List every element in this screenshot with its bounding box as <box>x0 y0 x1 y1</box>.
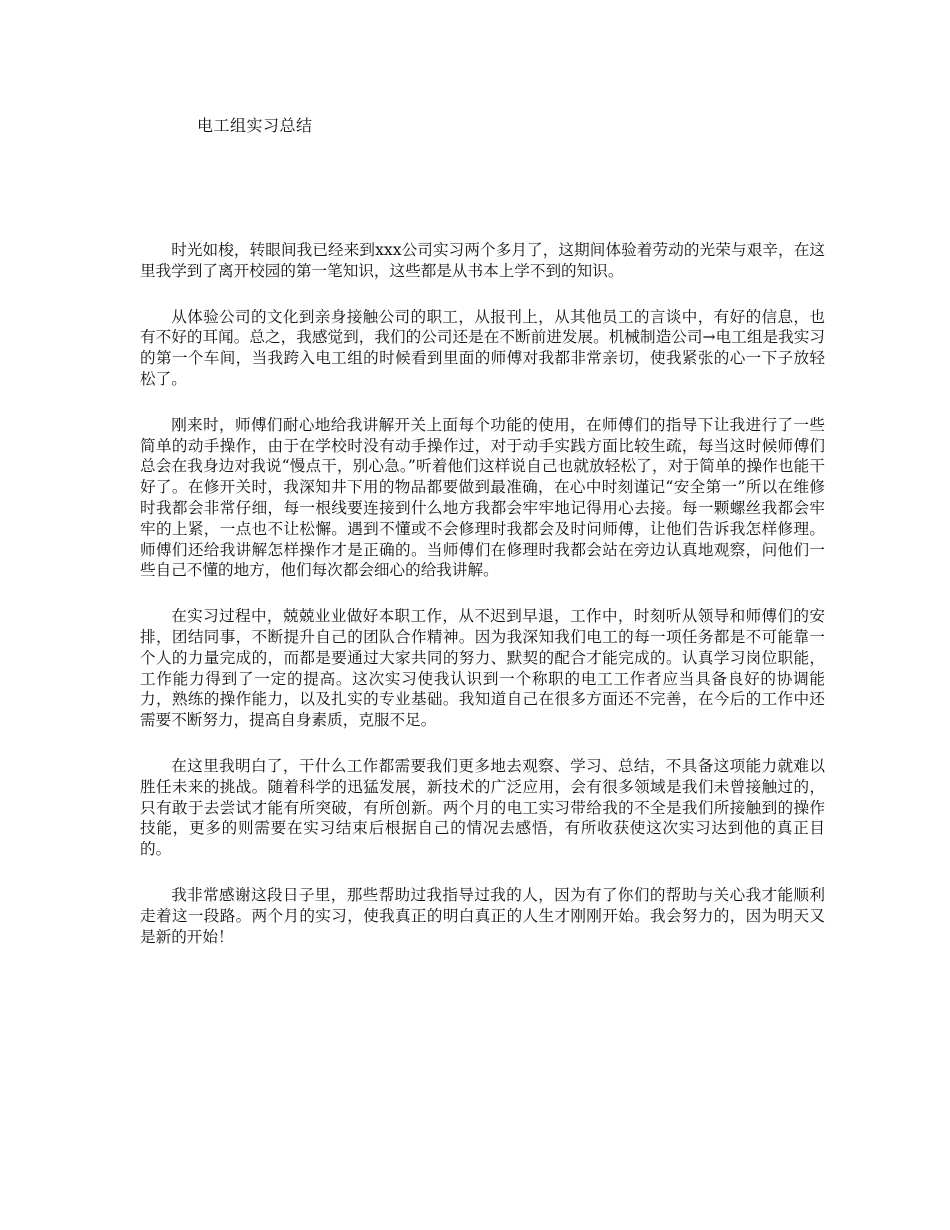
document-title: 电工组实习总结 <box>197 116 313 135</box>
document-body <box>140 240 825 972</box>
paragraph-4: 在实习过程中，兢兢业业做好本职工作，从不迟到早退，工作中，时刻听从领导和师傅们的安排，团结同事，不断提升自己的团队合作精神。因为我深知我们电工的每一项任务都是不可能靠一个人的力量完成的，而都是要通过大家共同的努力、默契的配合才能完成的。认真学习岗位职能，工作能力得到了一定的提高。这次实习使我认识到一个称职的电工工作者应当具备良好的协调能力，熟练的操作能力，以及扎实的专业基础。我知道自己在很多方面还不完善，在今后的工作中还需要不断努力，提高自身素质，克服不足。 <box>140 607 825 730</box>
paragraph-2: 从体验公司的文化到亲身接触公司的职工，从报刊上，从其他员工的言谈中，有好的信息，也有不好的耳闻。总之，我感觉到，我们的公司还是在不断前进发展。机械制造公司→电工组是我实习的第一个车间，当我跨入电工组的时候看到里面的师傅对我都非常亲切，使我紧张的心一下子放轻松了。 <box>140 307 825 388</box>
paragraph-3: 刚来时，师傅们耐心地给我讲解开关上面每个功能的使用，在师傅们的指导下让我进行了一些简单的动手操作，由于在学校时没有动手操作过，对于动手实践方面比较生疏，每当这时候师傅们总会在我身边对我说“慢点干，别心急。”听着他们这样说自己也就放轻松了，对于简单的操作也能干好了。在修开关时，我深知井下用的物品都要做到最准确，在心中时刻谨记“安全第一”所以在维修时我都会非常仔细，每一根线要连接到什么地方我都会牢牢地记得用心去接。每一颗螺丝我都会牢牢的上紧，一点也不让松懈。遇到不懂或不会修理时我都会及时问师傅，让他们告诉我怎样修理。师傅们还给我讲解怎样操作才是正确的。当师傅们在修理时我都会站在旁边认真地观察，问他们一些自己不懂的地方，他们每次都会细心的给我讲解。 <box>140 415 825 580</box>
paragraph-6: 我非常感谢这段日子里，那些帮助过我指导过我的人，因为有了你们的帮助与关心我才能顺利走着这一段路。两个月的实习，使我真正的明白真正的人生才刚刚开始。我会努力的，因为明天又是新的开始！ <box>140 885 825 946</box>
paragraph-1: 时光如梭，转眼间我已经来到xxx公司实习两个多月了，这期间体验着劳动的光荣与艰辛，在这里我学到了离开校园的第一笔知识，这些都是从书本上学不到的知识。 <box>140 241 825 280</box>
paragraph-5: 在这里我明白了，干什么工作都需要我们更多地去观察、学习、总结，不具备这项能力就难以胜任未来的挑战。随着科学的迅猛发展，新技术的广泛应用，会有很多领域是我们未曾接触过的，只有敢于去尝试才能有所突破，有所创新。两个月的电工实习带给我的不全是我们所接触到的操作技能，更多的则需要在实习结束后根据自己的情况去感悟，有所收获使这次实习达到他的真正目的。 <box>140 756 825 859</box>
